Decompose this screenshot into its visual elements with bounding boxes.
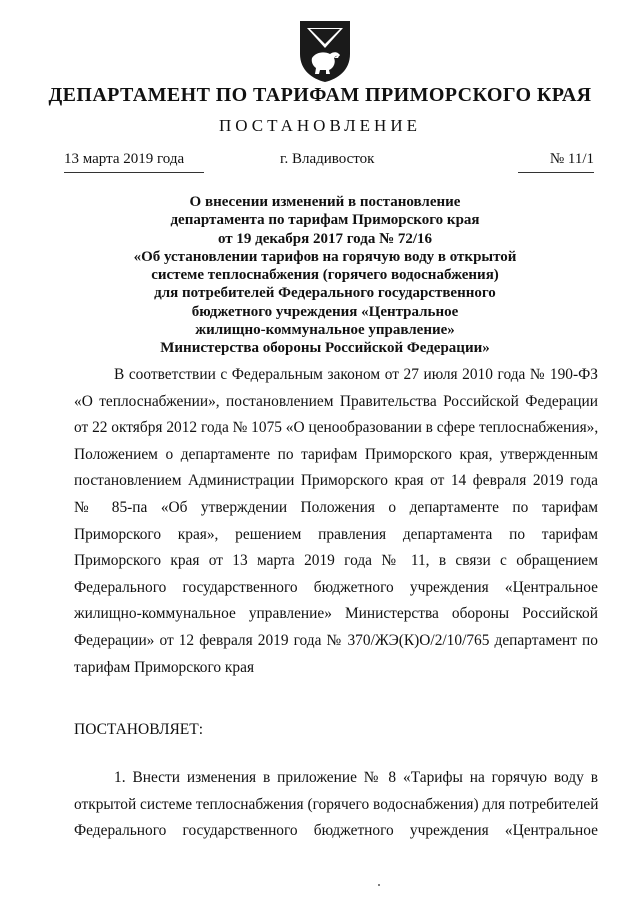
paragraph-line: жилищно-коммунальное управление» Министерства обороны Российской (74, 605, 598, 623)
paragraph-line: № 85-па «Об утверждении Положения о департаменте по тарифам (74, 498, 598, 516)
subject-line: жилищно-коммунальное управление» (195, 322, 455, 339)
subject-line: департамента по тарифам Приморского края (170, 212, 480, 229)
document-date: 13 марта 2019 года (64, 151, 204, 173)
document-city: г. Владивосток (280, 151, 375, 167)
department-title: ДЕПАРТАМЕНТ ПО ТАРИФАМ ПРИМОРСКОГО КРАЯ (48, 84, 592, 106)
resolves-heading: ПОСТАНОВЛЯЕТ: (74, 721, 204, 738)
document-type: ПОСТАНОВЛЕНИЕ (218, 116, 421, 135)
subject-line: бюджетного учреждения «Центральное (191, 303, 459, 320)
paragraph-line: В соответствии с Федеральным законом от 27 июля 2010 года № 190-ФЗ (114, 366, 598, 383)
paragraph-line: Федерального государственного бюджетного учреждения «Центральное (74, 822, 598, 840)
paragraph-line: Федерального государственного бюджетного учреждения «Центральное (74, 578, 598, 596)
subject-line: от 19 декабря 2017 года № 72/16 (217, 230, 433, 247)
preamble-paragraph (74, 362, 598, 681)
item-1-paragraph (74, 765, 598, 845)
document-subject (100, 193, 550, 358)
paragraph-line: от 22 октября 2012 года № 1075 «О ценообразовании в сфере теплоснабжения», (74, 419, 599, 437)
subject-line: системе теплоснабжения (горячего водоснабжения) (151, 267, 499, 284)
paragraph-line: открытой системе теплоснабжения (горячего водоснабжения) для потребителей (74, 795, 599, 813)
subject-line: для потребителей Федерального государственного (154, 285, 496, 302)
paragraph-line: постановлением Администрации Приморского края от 14 февраля 2019 года (74, 472, 598, 490)
coat-of-arms-icon (296, 18, 354, 84)
subject-line: О внесении изменений в постановление (189, 194, 461, 210)
subject-line: «Об установлении тарифов на горячую воду в открытой (133, 248, 517, 265)
paragraph-line: 1. Внести изменения в приложение № 8 «Тарифы на горячую воду в (114, 769, 598, 786)
paragraph-line: Федерации» от 12 февраля 2019 года № 370/ЖЭ(К)О/2/10/765 департамент по (74, 631, 598, 649)
paragraph-line: «О теплоснабжении», постановлением Правительства Российской Федерации (74, 392, 598, 410)
subject-line: Министерства обороны Российской Федерации» (160, 340, 490, 357)
scan-speck (378, 884, 380, 886)
document-number: № 11/1 (518, 151, 594, 173)
paragraph-line: Положением о департаменте по тарифам Приморского края, утвержденным (74, 445, 598, 463)
paragraph-line: Приморского края», решением правления департамента по тарифам (74, 525, 598, 543)
paragraph-line: Приморского края от 13 марта 2019 года № 11, в связи с обращением (74, 552, 598, 570)
paragraph-line: тарифам Приморского края (74, 658, 255, 676)
